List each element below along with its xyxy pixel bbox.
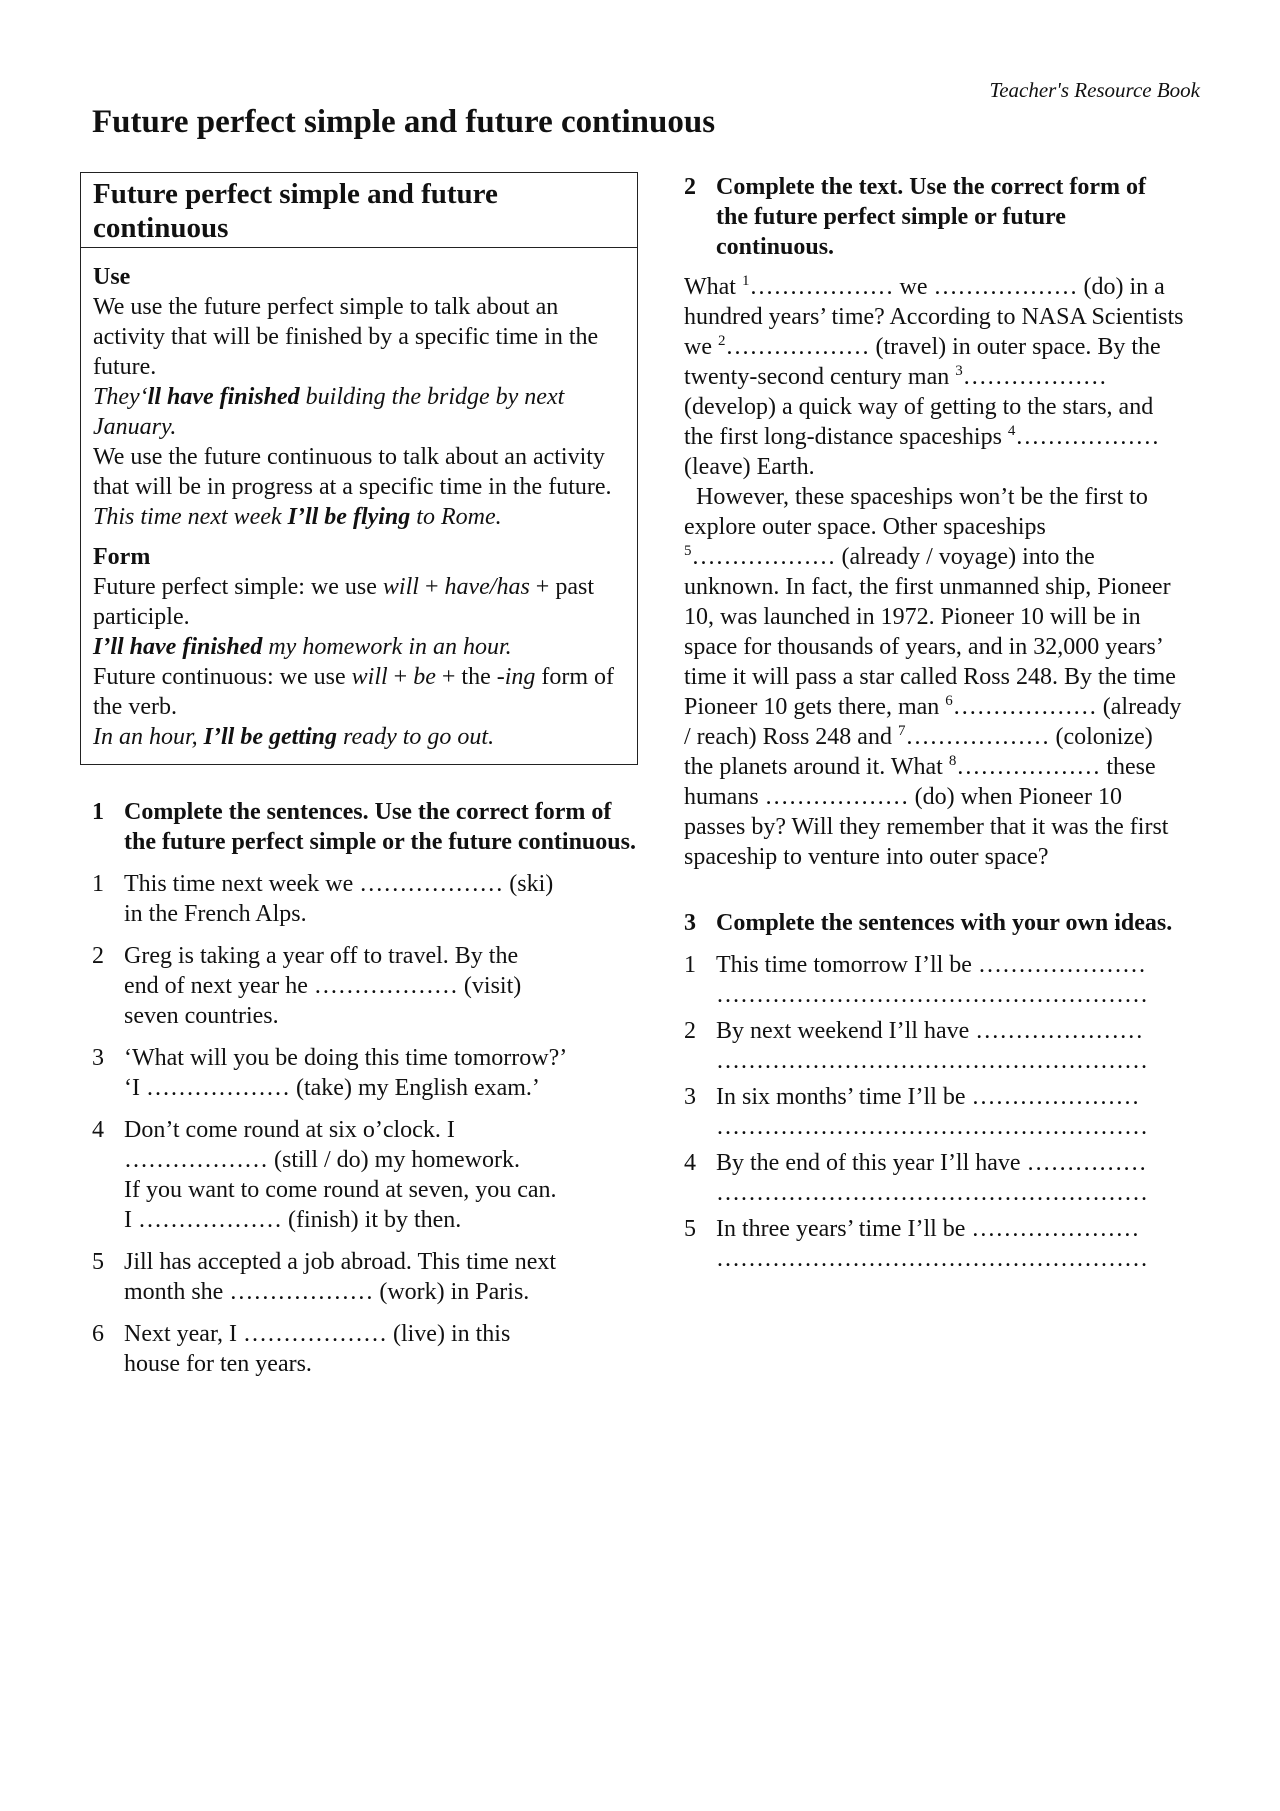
exercise-2-heading xyxy=(684,172,1184,262)
exercise-3-item: 3 In six months’ time I’ll be ………………… ……………………………………………… xyxy=(684,1084,1148,1140)
book-label: Teacher's Resource Book xyxy=(989,78,1200,102)
exercise-3-number: 3 xyxy=(684,910,696,936)
exercise-3 xyxy=(684,908,1184,1274)
exercise-3-item: 1 This time tomorrow I’ll be ………………… ……………………………………………… xyxy=(684,952,1148,1008)
example-1: They‘ll have finished building the bridge by next January. xyxy=(93,384,565,440)
exercise-3-instruction: Complete the sentences with your own ideas. xyxy=(716,910,1173,936)
grammar-box-title: Future perfect simple and future continuous xyxy=(81,173,637,248)
exercise-1-item: 6 Next year, I ……………… (live) in this house for ten years. xyxy=(92,1321,511,1377)
page-title: Future perfect simple and future continuous xyxy=(92,104,716,140)
exercise-2-number: 2 xyxy=(684,174,696,200)
exercise-1-item: 2 Greg is taking a year off to travel. By the end of next year he ……………… (visit) seven countries. xyxy=(92,943,522,1029)
left-column xyxy=(92,172,642,1391)
form-rule-1: Future perfect simple: we use will + have/has + past participle. xyxy=(93,574,594,630)
use-paragraph-1: We use the future perfect simple to talk about an activity that will be finished by a specific time in the future. xyxy=(93,294,599,380)
exercise-3-item: 5 In three years’ time I’ll be ………………… ……………………………………………… xyxy=(684,1216,1148,1272)
right-column xyxy=(684,172,1184,1280)
exercise-1-item: 5 Jill has accepted a job abroad. This time next month she ……………… (work) in Paris. xyxy=(92,1249,557,1305)
example-3: I’ll have finished my homework in an hour. xyxy=(93,634,512,660)
exercise-3-item: 4 By the end of this year I’ll have …………… ……………………………………………… xyxy=(684,1150,1148,1206)
exercise-2 xyxy=(684,172,1184,872)
example-4: In an hour, I’ll be getting ready to go out. xyxy=(93,724,495,750)
use-heading: Use xyxy=(93,264,131,290)
exercise-1-item: 1 This time next week we ……………… (ski) in the French Alps. xyxy=(92,871,554,927)
exercise-1-item: 4 Don’t come round at six o’clock. I ……………… (still / do) my homework. If you want to come round at seven, you can. I ……………… (finish) it by then. xyxy=(92,1117,557,1233)
grammar-box xyxy=(80,172,638,765)
exercise-1-number: 1 xyxy=(92,799,104,825)
grammar-box-body xyxy=(81,248,637,764)
exercise-1 xyxy=(92,797,642,1379)
form-heading: Form xyxy=(93,544,151,570)
exercise-2-passage: What $^1$……………… we ……………… (do) in a hundred years’ time? According to NASA Scientists we $^2$……………… (travel) in outer space. By the twenty-second century man $^3$……………… (develop) a quick way of getting to the stars, and the first long-distance spaceships $^4$……………… (leave) Earth. However, these spaceships won’t be the first to explore outer space. Other spaceships $^5$……………… (already / voyage) into the unknown. In fact, the first unmanned ship, Pioneer 10, was launched in 1972. Pioneer 10 will be in space for thousands of years, and in 32,000 years’ time it will pass a star called Ross 248. By the time Pioneer 10 gets there, man $^6$……………… (already / reach) Ross 248 and $^7$……………… (colonize) the planets around it. What $^8$……………… these humans ……………… (do) when Pioneer 10 passes by? Will they remember that it was the first spaceship to venture into outer space? xyxy=(684,273,1184,870)
form-rule-2: Future continuous: we use will + be + the -ing form of the verb. xyxy=(93,664,615,720)
example-2: This time next week I’ll be flying to Rome. xyxy=(93,504,502,530)
exercise-1-items xyxy=(92,869,642,1379)
exercise-1-instruction: Complete the sentences. Use the correct form of the future perfect simple or the future continuous. xyxy=(124,799,636,855)
exercise-1-item: 3 ‘What will you be doing this time tomorrow?’ ‘I ……………… (take) my English exam.’ xyxy=(92,1045,568,1101)
exercise-1-heading xyxy=(92,797,642,857)
exercise-3-heading xyxy=(684,908,1184,938)
exercise-3-item: 2 By next weekend I’ll have ………………… ……………………………………………… xyxy=(684,1018,1148,1074)
exercise-3-items xyxy=(684,950,1184,1274)
exercise-2-instruction: Complete the text. Use the correct form of the future perfect simple or future continuous. xyxy=(716,174,1147,260)
use-paragraph-2: We use the future continuous to talk about an activity that will be in progress at a specific time in the future. xyxy=(93,444,612,500)
